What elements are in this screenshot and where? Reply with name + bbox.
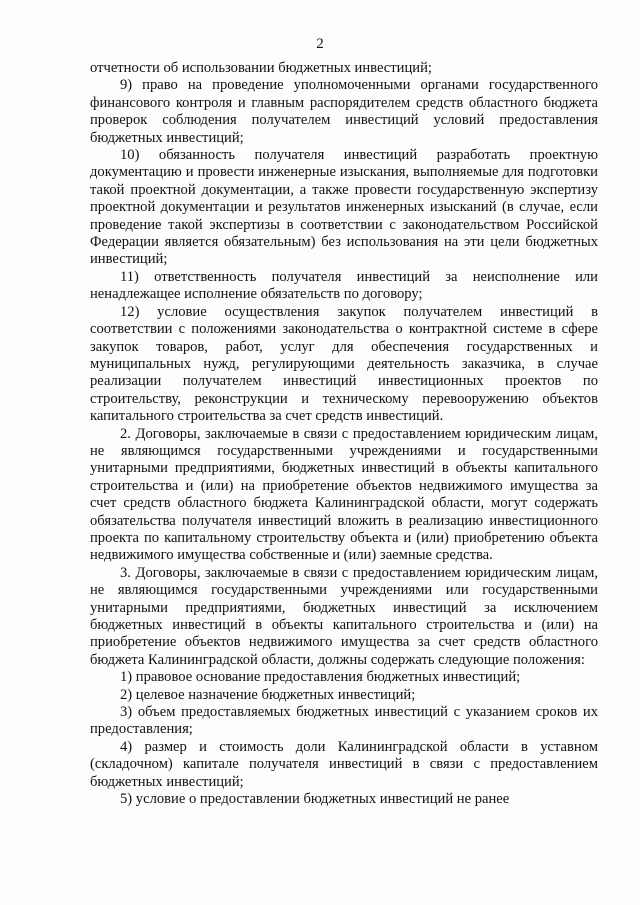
paragraph-clause-3: 3. Договоры, заключаемые в связи с предоставлением юридическим лицам, не являющимся государственными учреждениями или государственными унитарными предприятиями, бюджетных инвестиций за исключением бюджетных инвестиций в объекты капитального строительства и (или) на приобретение объектов недвижимого имущества за счет средств областного бюджета Калининградской области, должны содержать следующие положения:	[90, 564, 598, 668]
paragraph-item-10: 10) обязанность получателя инвестиций разработать проектную документацию и провести инженерные изыскания, выполняемые для подготовки такой проектной документации, а также провести государственную экспертизу проектной документации и результатов инженерных изысканий (в случае, если проведение такой экспертизы в соответствии с законодательством Российской Федерации является обязательным) без использования на эти цели бюджетных инвестиций;	[90, 147, 598, 268]
paragraph-clause-2: 2. Договоры, заключаемые в связи с предоставлением юридическим лицам, не являющимся государственными учреждениями и государственными унитарными предприятиями, бюджетных инвестиций в объекты капитального строительства и (или) на приобретение объектов недвижимого имущества за счет средств областного бюджета Калининградской области, могут содержать обязательства получателя инвестиций вложить в реализацию инвестиционного проекта по капитальному строительству объекта и (или) приобретению объекта недвижимого имущества собственные и (или) заемные средства.	[90, 425, 598, 564]
paragraph-sub-3: 3) объем предоставляемых бюджетных инвестиций с указанием сроков их предоставления;	[90, 704, 598, 738]
paragraph-sub-2: 2) целевое назначение бюджетных инвестиций;	[120, 686, 416, 703]
paragraph-item-12: 12) условие осуществления закупок получателем инвестиций в соответствии с положениями законодательства о контрактной системе в сфере закупок товаров, работ, услуг для обеспечения государственных и муниципальных нужд, регулирующими деятельность заказчика, в случае реализации получателем инвестиций инвестиционных проектов по строительству, реконструкции и техническому перевооружению объектов капитального строительства за счет средств инвестиций.	[90, 303, 598, 425]
page-number: 2	[316, 36, 324, 52]
paragraph-continuation: отчетности об использовании бюджетных инвестиций;	[90, 60, 432, 76]
paragraph-item-9: 9) право на проведение уполномоченными органами государственного финансового контроля и главным распорядителем средств областного бюджета проверок соблюдения получателем инвестиций условий предоставления бюджетных инвестиций;	[90, 77, 598, 146]
paragraph-sub-1: 1) правовое основание предоставления бюджетных инвестиций;	[120, 669, 521, 686]
paragraph-sub-5: 5) условие о предоставлении бюджетных инвестиций не ранее	[120, 791, 510, 808]
document-body	[90, 60, 598, 808]
paragraph-sub-4: 4) размер и стоимость доли Калининградской области в уставном (складочном) капитале получателя инвестиций в связи с предоставлением бюджетных инвестиций;	[90, 738, 598, 790]
paragraph-item-11: 11) ответственность получателя инвестиций за неисполнение или ненадлежащее исполнение обязательств по договору;	[90, 268, 598, 303]
